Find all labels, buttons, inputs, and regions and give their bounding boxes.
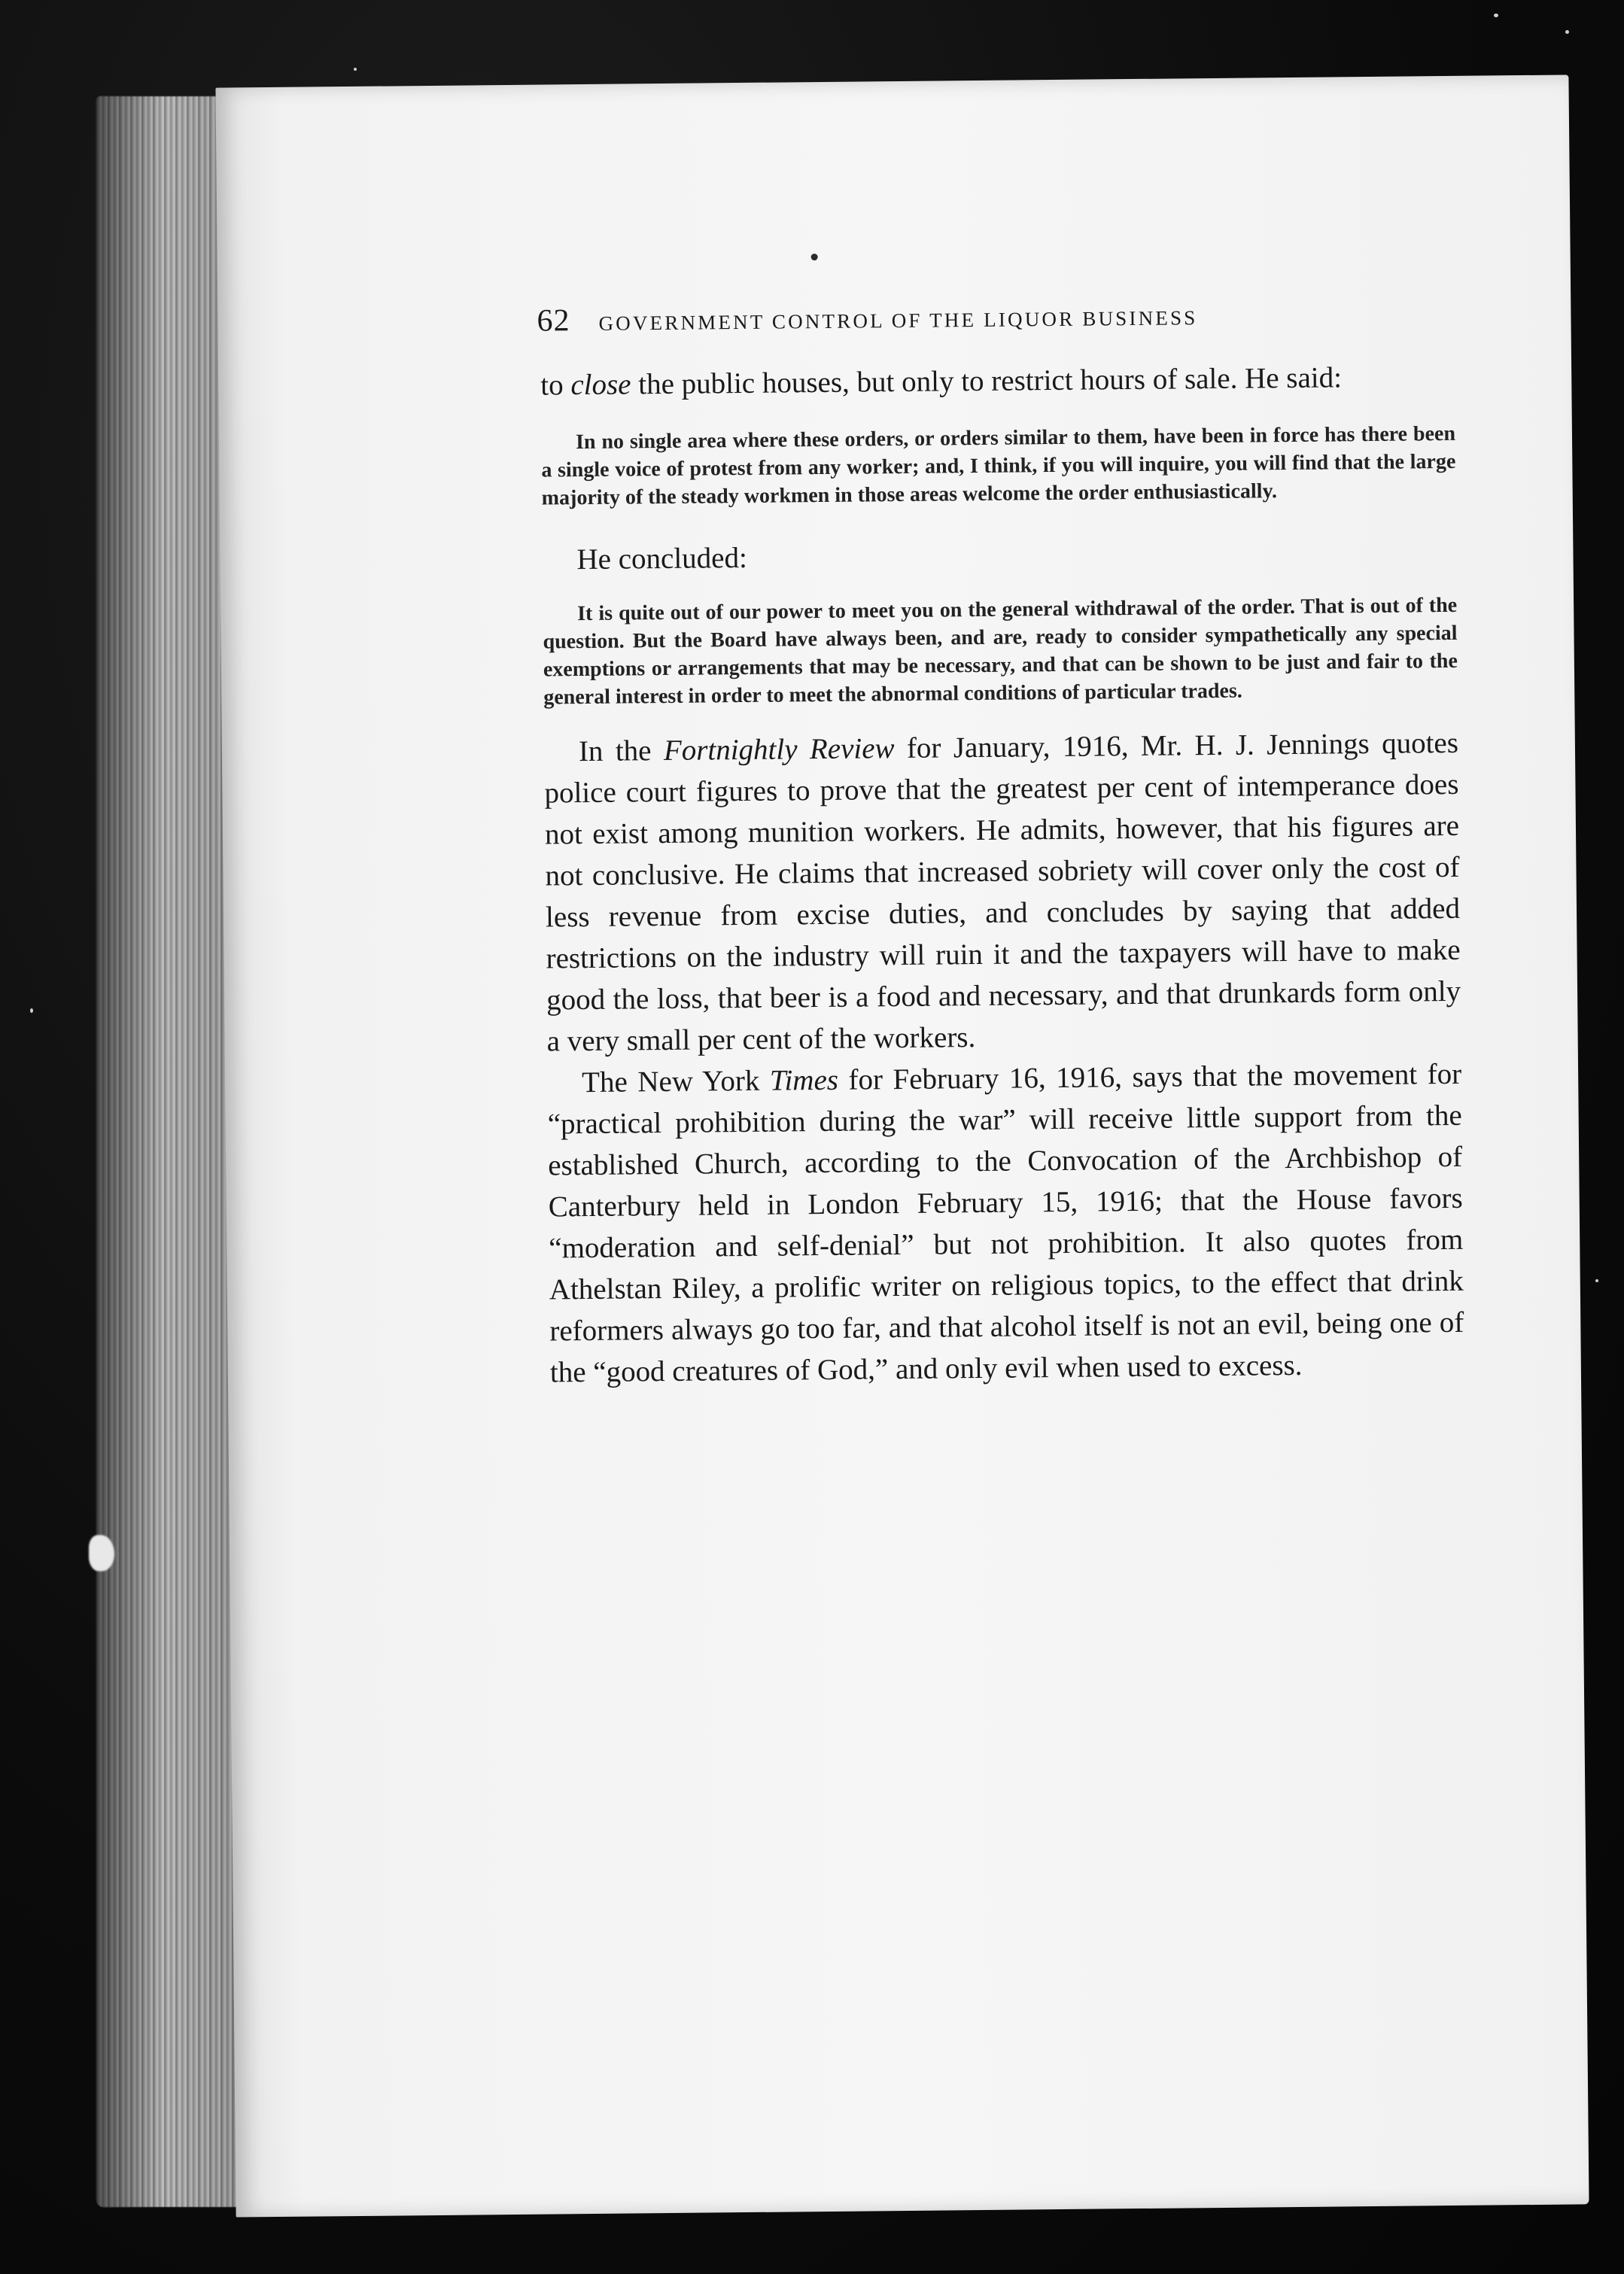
paragraph-new-york-times [547, 1053, 1464, 1394]
paragraph-fortnightly-review [544, 722, 1461, 1063]
paragraph-fortnightly-start: In the [578, 734, 665, 768]
dust-speck [1494, 14, 1498, 17]
dust-speck [30, 1008, 33, 1013]
dust-speck [354, 68, 357, 71]
running-head [537, 295, 1364, 339]
italic-word-close: close [570, 368, 631, 402]
dust-speck [1595, 1279, 1598, 1282]
running-title: GOVERNMENT CONTROL OF THE LIQUOR BUSINESS [598, 306, 1198, 335]
ink-dot [811, 254, 818, 260]
page-number: 62 [537, 303, 570, 339]
block-quote-1: In no single area where these orders, or orders similar to them, have been in force has there been a single voice of protest from any worker; and, I think, if you will inquire, you will find that the large majority of the steady workmen in those areas welcome the order enthusiastically. [541, 421, 1456, 510]
paragraph-nyt-rest: for February 16, 1916, says that the movement for “practical prohibition during the war” will receive little support from the established Church, according to the Convocation of the Archbishop of Canterbury held in London February 15, 1916; that the House favors “moderation and self-denial” but not prohibition. It also quotes from Athelstan Riley, a prolific writer on religious topics, to the effect that drink reformers always go too far, and that alcohol itself is not an evil, being one of the “good creatures of God,” and only evil when used to excess. [547, 1057, 1464, 1389]
dust-speck [1565, 30, 1569, 34]
paragraph-nyt-start: The New York [581, 1064, 771, 1099]
italic-title-times: Times [769, 1063, 839, 1097]
paragraph-he-concluded: He concluded: [576, 541, 748, 576]
paper-blotch [89, 1535, 114, 1571]
italic-title-fortnightly-review: Fortnightly Review [663, 732, 895, 768]
paragraph-fortnightly-rest: for January, 1916, Mr. H. J. Jennings quotes police court figures to prove that the greatest per cent of intemperance does not exist among munition workers. He admits, however, that his figures are not conclusive. He claims that increased sobriety will cover only the cost of less revenue from excise duties, and concludes by saying that added restrictions on the industry will ruin it and the taxpayers will have to make good the loss, that beer is a food and necessary, and that drunkards form only a very small per cent of the workers. [544, 726, 1461, 1058]
page-body [540, 356, 1464, 1394]
book-page [215, 74, 1589, 2217]
paragraph-opening-rest: the public houses, but only to restrict hours of sale. He said: [631, 361, 1343, 401]
paragraph-opening [540, 356, 1455, 406]
block-quote-2: It is quite out of our power to meet you on the general withdrawal of the order. That is out of the question. But the Board have always been, and are, ready to consider sympathetically any special exemptions or arrangements that may be necessary, and that can be shown to be just and fair to the general interest in order to meet the abnormal conditions of particular trades. [543, 593, 1458, 710]
paragraph-opening-start: to [540, 369, 571, 402]
